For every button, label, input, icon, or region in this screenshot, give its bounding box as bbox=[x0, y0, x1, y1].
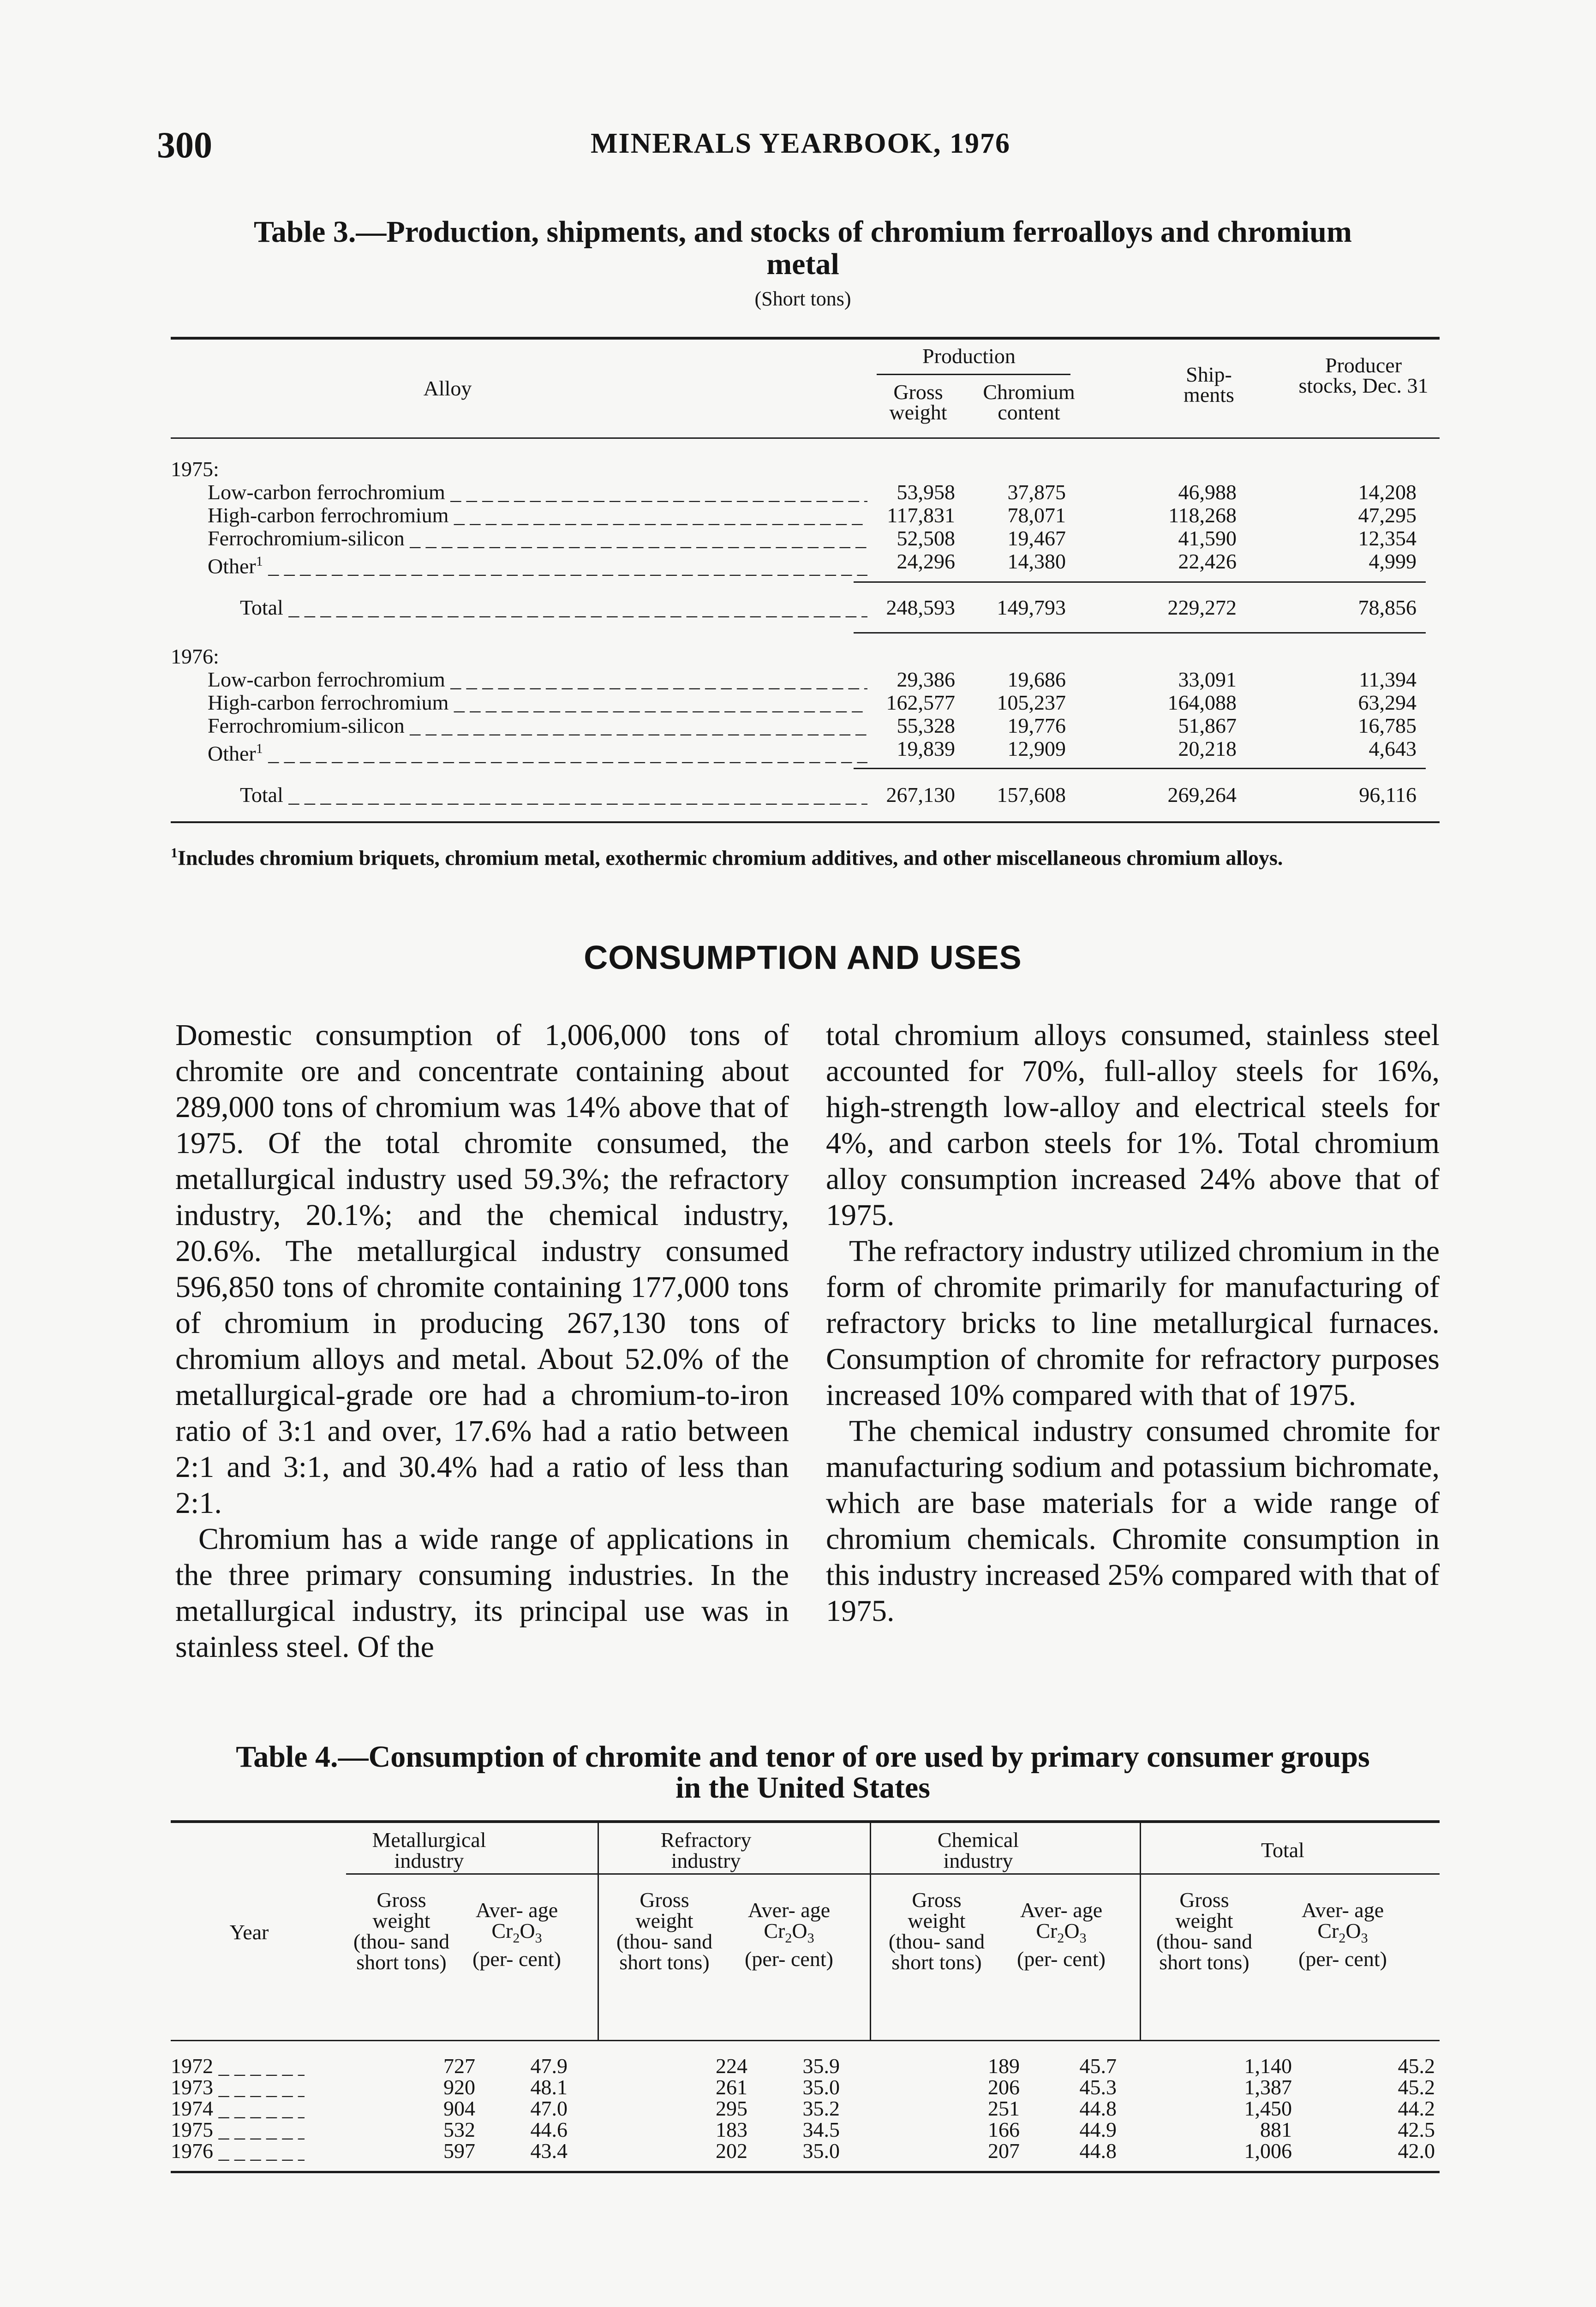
group-header-total: Total bbox=[1261, 1838, 1304, 1862]
metallurgical-gross-weight: 920 bbox=[443, 2075, 475, 2099]
chemical-average-cr2o3: 44.9 bbox=[1079, 2118, 1117, 2141]
refractory-average-cr2o3: 35.0 bbox=[802, 2139, 840, 2163]
chemical-average-cr2o3: 45.3 bbox=[1079, 2075, 1117, 2099]
text-column-left bbox=[175, 1017, 789, 1665]
alloy-name: Other bbox=[208, 554, 256, 578]
group-year: 1976: bbox=[171, 645, 219, 668]
rule bbox=[1140, 1823, 1141, 2040]
alloy-name: Ferrochromium-silicon _ _ _ bbox=[208, 714, 867, 737]
alloy-name: Other bbox=[208, 741, 256, 765]
refractory-gross-weight: 224 bbox=[716, 2054, 747, 2078]
col-header-average-cr2o3: Aver- age $Cr_2O_3$ (per- cent) bbox=[1298, 1898, 1387, 1971]
gross-weight: 52,508 bbox=[897, 526, 955, 550]
metallurgical-gross-weight: 597 bbox=[443, 2139, 475, 2163]
col-header-average-cr2o3: Aver- age $Cr_2O_3$ (per- cent) bbox=[472, 1898, 561, 1971]
paragraph: The refractory industry utilized chromium in the form of chromite primarily for manufacturing of refractory bricks to line metallurgical furnaces. Consumption of chromite for refractory purposes increased 10% compared with that of 1975. bbox=[826, 1234, 1440, 1412]
total-average-cr2o3: 42.5 bbox=[1398, 2118, 1435, 2141]
gross-weight: 19,839 bbox=[897, 737, 955, 760]
alloy-name-cell bbox=[208, 737, 867, 765]
shipments: 118,268 bbox=[1168, 503, 1237, 527]
col-header-gross-weight: Gross weight (thou- sand short tons) bbox=[888, 1888, 985, 1974]
total-average-cr2o3: 44.2 bbox=[1398, 2097, 1435, 2120]
shipments: 41,590 bbox=[1178, 526, 1237, 550]
col-header-gross-weight: Gross weight (thou- sand short tons) bbox=[353, 1888, 450, 1974]
col-header-gross-weight: Gross weight bbox=[889, 380, 947, 424]
table4-label: Table 4. bbox=[236, 1740, 338, 1774]
col-header-chromium-content: Chromium content bbox=[983, 380, 1075, 424]
shipments: 20,218 bbox=[1178, 737, 1237, 760]
table3-title-line2: metal bbox=[766, 247, 839, 281]
rule bbox=[854, 768, 1426, 769]
gross-weight: 267,130 bbox=[886, 783, 955, 807]
col-header-producer-stocks: Producer stocks, Dec. 31 bbox=[1298, 353, 1429, 397]
chemical-average-cr2o3: 45.7 bbox=[1079, 2054, 1117, 2078]
year: 1975 _ _ _ bbox=[171, 2119, 305, 2140]
refractory-average-cr2o3: 35.0 bbox=[802, 2075, 840, 2099]
metallurgical-average-cr2o3: 47.0 bbox=[530, 2097, 568, 2120]
producer-stocks: 4,999 bbox=[1369, 550, 1417, 573]
gross-weight: 24,296 bbox=[897, 550, 955, 573]
col-header-gross-weight: Gross weight (thou- sand short tons) bbox=[1156, 1888, 1253, 1974]
chemical-average-cr2o3: 44.8 bbox=[1079, 2139, 1117, 2163]
year: 1973 _ _ _ bbox=[171, 2077, 305, 2098]
total-gross-weight: 1,140 bbox=[1244, 2054, 1292, 2078]
table3-title-line1: —Production, shipments, and stocks of chromium ferroalloys and chromium bbox=[356, 215, 1352, 249]
chromium-content: 37,875 bbox=[1007, 480, 1066, 504]
total-average-cr2o3: 42.0 bbox=[1398, 2139, 1435, 2163]
rule bbox=[171, 437, 1440, 439]
producer-stocks: 11,394 bbox=[1359, 668, 1417, 691]
footnote-mark: 1 bbox=[171, 845, 178, 861]
chromium-content: 12,909 bbox=[1007, 737, 1066, 760]
producer-stocks: 4,643 bbox=[1369, 737, 1417, 760]
refractory-gross-weight: 261 bbox=[716, 2075, 747, 2099]
rule bbox=[171, 2171, 1440, 2173]
chromium-content: 19,776 bbox=[1007, 714, 1066, 737]
shipments: 164,088 bbox=[1167, 691, 1237, 714]
footnote-ref: 1 bbox=[256, 554, 263, 569]
chemical-gross-weight: 207 bbox=[988, 2139, 1020, 2163]
shipments: 269,264 bbox=[1167, 783, 1237, 807]
rule bbox=[854, 632, 1426, 634]
alloy-name-cell bbox=[208, 550, 867, 578]
table4-title-line2: in the United States bbox=[675, 1771, 930, 1805]
producer-stocks: 78,856 bbox=[1358, 596, 1417, 619]
metallurgical-gross-weight: 727 bbox=[443, 2054, 475, 2078]
group-header-chemical: Chemical industry bbox=[937, 1828, 1019, 1872]
rule bbox=[870, 1823, 871, 2040]
chemical-gross-weight: 189 bbox=[988, 2054, 1020, 2078]
paragraph: The chemical industry consumed chromite for manufacturing sodium and potassium bichromate, which are base materials for a wide range of chromium chemicals. Chromite consumption in this industry increased 25% compared with that of 1975. bbox=[826, 1414, 1440, 1628]
producer-stocks: 16,785 bbox=[1358, 714, 1417, 737]
running-header bbox=[157, 125, 1444, 180]
rule bbox=[171, 337, 1440, 340]
table3-label: Table 3. bbox=[254, 215, 356, 249]
page-number: 300 bbox=[157, 125, 212, 166]
refractory-average-cr2o3: 34.5 bbox=[802, 2118, 840, 2141]
gross-weight: 53,958 bbox=[897, 480, 955, 504]
total-gross-weight: 1,387 bbox=[1244, 2075, 1292, 2099]
refractory-gross-weight: 202 bbox=[716, 2139, 747, 2163]
chromium-content: 157,608 bbox=[997, 783, 1066, 807]
refractory-gross-weight: 183 bbox=[716, 2118, 747, 2141]
publication-title: MINERALS YEARBOOK, 1976 bbox=[590, 128, 1011, 159]
shipments: 229,272 bbox=[1167, 596, 1237, 619]
rule bbox=[346, 1873, 1440, 1875]
chemical-gross-weight: 206 bbox=[988, 2075, 1020, 2099]
section-heading: CONSUMPTION AND USES bbox=[584, 939, 1022, 976]
shipments: 33,091 bbox=[1178, 668, 1237, 691]
paragraph: total chromium alloys consumed, stainless steel accounted for 70%, full-alloy steels for 16%, high-strength low-alloy and electrical steels for 4%, and carbon steels for 1%. Total chromium alloy consumption increased 24% above that of 1975. bbox=[826, 1018, 1440, 1232]
group-header-metallurgical: Metallurgical industry bbox=[372, 1828, 486, 1872]
total-average-cr2o3: 45.2 bbox=[1398, 2075, 1435, 2099]
chromium-content: 149,793 bbox=[997, 596, 1066, 619]
year: 1976 _ _ _ bbox=[171, 2140, 305, 2162]
alloy-name: High-carbon ferrochromium _ _ _ bbox=[208, 504, 867, 527]
alloy-name: Low-carbon ferrochromium _ _ _ bbox=[208, 481, 867, 504]
table3 bbox=[171, 337, 1440, 835]
table3-footnote bbox=[171, 840, 1440, 871]
rule bbox=[598, 1823, 599, 2040]
metallurgical-average-cr2o3: 44.6 bbox=[530, 2118, 568, 2141]
chemical-gross-weight: 166 bbox=[988, 2118, 1020, 2141]
table4-title bbox=[175, 1742, 1430, 1772]
metallurgical-gross-weight: 904 bbox=[443, 2097, 475, 2120]
col-header-gross-weight: Gross weight (thou- sand short tons) bbox=[616, 1888, 713, 1974]
col-header-average-cr2o3: Aver- age $Cr_2O_3$ (per- cent) bbox=[745, 1898, 833, 1971]
total-gross-weight: 1,450 bbox=[1244, 2097, 1292, 2120]
table4-title-line1: —Consumption of chromite and tenor of ore used by primary consumer groups bbox=[338, 1740, 1370, 1774]
paragraph: Domestic consumption of 1,006,000 tons of chromite ore and concentrate containing about 289,000 tons of chromium was 14% above that of 1975. Of the total chromite consumed, the metallurgical industry used 59.3%; the refractory industry, 20.1%; and the chemical industry, 20.6%. The metallurgical industry consumed 596,850 tons of chromite containing 177,000 tons of chromium in producing 267,130 tons of chromium alloys and metal. About 52.0% of the metallurgical-grade ore had a chromium-to-iron ratio of 3:1 and over, 17.6% had a ratio between 2:1 and 3:1, and 30.4% had a ratio of less than 2:1. bbox=[175, 1018, 789, 1520]
chemical-average-cr2o3: 44.8 bbox=[1079, 2097, 1117, 2120]
metallurgical-average-cr2o3: 48.1 bbox=[530, 2075, 568, 2099]
total-average-cr2o3: 45.2 bbox=[1398, 2054, 1435, 2078]
refractory-gross-weight: 295 bbox=[716, 2097, 747, 2120]
col-header-year: Year bbox=[229, 1920, 269, 1944]
rule bbox=[877, 374, 1070, 375]
year: 1972 _ _ _ bbox=[171, 2056, 305, 2077]
year: 1974 _ _ _ bbox=[171, 2098, 305, 2119]
paragraph: Chromium has a wide range of applications in the three primary consuming industries. In the metallurgical industry, its principal use was in stainless steel. Of the bbox=[175, 1522, 789, 1664]
col-header-shipments: Ship- ments bbox=[1184, 363, 1234, 406]
chemical-gross-weight: 251 bbox=[988, 2097, 1020, 2120]
rule bbox=[171, 821, 1440, 823]
total-gross-weight: 881 bbox=[1260, 2118, 1292, 2141]
rule bbox=[171, 1820, 1440, 1823]
metallurgical-average-cr2o3: 43.4 bbox=[530, 2139, 568, 2163]
alloy-name: Low-carbon ferrochromium _ _ _ bbox=[208, 668, 867, 691]
rule bbox=[854, 581, 1426, 583]
col-header-average-cr2o3: Aver- age $Cr_2O_3$ (per- cent) bbox=[1017, 1898, 1106, 1971]
group-year: 1975: bbox=[171, 457, 219, 481]
shipments: 46,988 bbox=[1178, 480, 1237, 504]
metallurgical-average-cr2o3: 47.9 bbox=[530, 2054, 568, 2078]
col-header-production: Production bbox=[922, 344, 1016, 368]
chromium-content: 14,380 bbox=[1007, 550, 1066, 573]
rule bbox=[171, 2040, 1440, 2041]
producer-stocks: 96,116 bbox=[1359, 783, 1417, 807]
gross-weight: 162,577 bbox=[886, 691, 955, 714]
gross-weight: 29,386 bbox=[897, 668, 955, 691]
chromium-content: 19,467 bbox=[1007, 526, 1066, 550]
metallurgical-gross-weight: 532 bbox=[443, 2118, 475, 2141]
shipments: 51,867 bbox=[1178, 714, 1237, 737]
gross-weight: 55,328 bbox=[897, 714, 955, 737]
total-gross-weight: 1,006 bbox=[1244, 2139, 1292, 2163]
total-label: Total _ _ _ bbox=[240, 783, 867, 807]
footnote-ref: 1 bbox=[256, 741, 263, 756]
group-header-refractory: Refractory industry bbox=[660, 1828, 752, 1872]
col-header-alloy: Alloy bbox=[423, 377, 472, 400]
table4 bbox=[171, 1820, 1440, 2189]
gross-weight: 117,831 bbox=[887, 503, 955, 527]
producer-stocks: 63,294 bbox=[1358, 691, 1417, 714]
chromium-content: 105,237 bbox=[997, 691, 1066, 714]
shipments: 22,426 bbox=[1178, 550, 1237, 573]
footnote-text: Includes chromium briquets, chromium metal, exothermic chromium additives, and other miscellaneous chromium alloys. bbox=[178, 846, 1283, 870]
chromium-content: 78,071 bbox=[1007, 503, 1066, 527]
producer-stocks: 14,208 bbox=[1358, 480, 1417, 504]
text-column-right bbox=[826, 1017, 1440, 1629]
producer-stocks: 47,295 bbox=[1358, 503, 1417, 527]
total-label: Total _ _ _ bbox=[240, 596, 867, 619]
refractory-average-cr2o3: 35.2 bbox=[802, 2097, 840, 2120]
chromium-content: 19,686 bbox=[1007, 668, 1066, 691]
table3-title bbox=[175, 217, 1430, 247]
table3-units: (Short tons) bbox=[754, 287, 851, 310]
alloy-name: High-carbon ferrochromium _ _ _ bbox=[208, 691, 867, 714]
refractory-average-cr2o3: 35.9 bbox=[802, 2054, 840, 2078]
gross-weight: 248,593 bbox=[886, 596, 955, 619]
alloy-name: Ferrochromium-silicon _ _ _ bbox=[208, 527, 867, 550]
producer-stocks: 12,354 bbox=[1358, 526, 1417, 550]
